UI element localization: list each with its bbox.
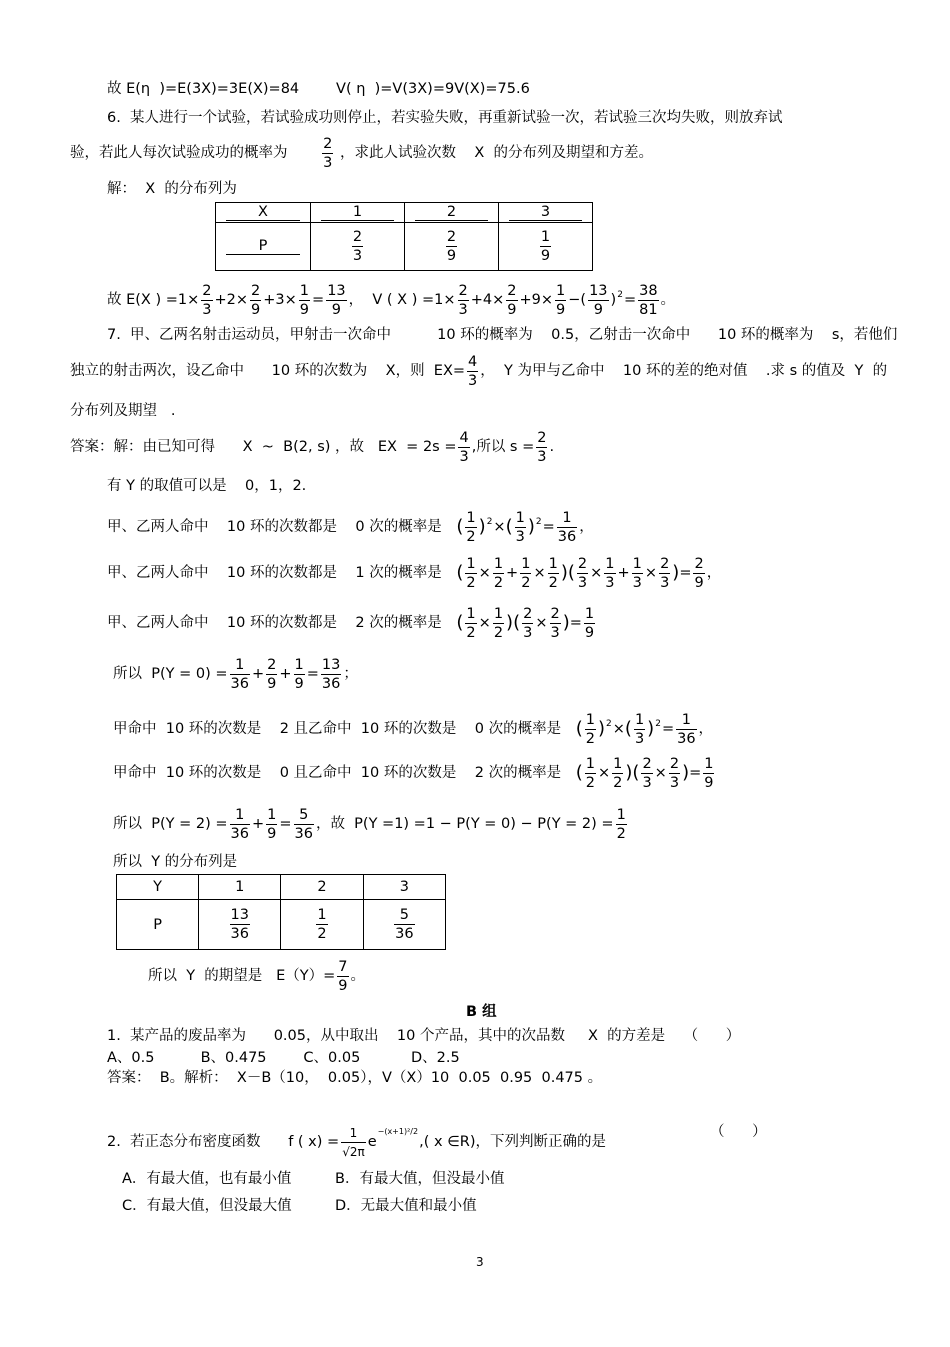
table-cell: $\frac{5}{36}$: [363, 900, 445, 950]
prob-a2-b0: 甲命中 10 环的次数是 2 且乙命中 10 环的次数是 0 次的概率是 ( $\frac{1}{2}$ )$^2$×( $\frac{1}{3}$ )$^2$= $\frac{1}{36}$ ，: [113, 711, 714, 747]
table-header-cell: Y: [117, 875, 199, 900]
question-b2: 2. 若正态分布密度函数 f ( x) = $\frac{1}{√2\pi}$ $e^{-(x+1)^2/2}$,( x ∈R)，下列判断正确的是: [107, 1125, 607, 1159]
table-header-cell: 2: [281, 875, 363, 900]
question-b2-paren: （ ）: [710, 1124, 767, 1140]
question-7-cont: 独立的射击两次，设乙命中 10 环的次数为 X，则 EX= $\frac{4}{3}$ ， Y 为甲与乙命中 10 环的差的绝对值 .求 s 的值及 Y 的: [70, 353, 888, 389]
table-cell: $\frac{2}{3}$: [310, 223, 404, 271]
page-number: 3: [476, 1255, 484, 1269]
dist-y-intro: 所以 Y 的分布列是: [113, 854, 238, 870]
answer-7: 答案：解：由已知可得 X ~ B(2, s) ，故 EX = 2s = $\frac{4}{3}$ ,所以 s = $\frac{2}{3}$ .: [70, 429, 555, 465]
prob-both-1: 甲、乙两人命中 10 环的次数都是 1 次的概率是 ( $\frac{1}{2}$ × $\frac{1}{2}$ + $\frac{1}{2}$ × $\frac{1}{2}$ )( $\frac{2}{3}$ × $\frac{1}{3}$ + $\frac{1}{3}$ × $\frac{2}{3}$ )= $\frac{2}{9}$ ，: [107, 555, 722, 591]
table-header-cell: 2: [404, 203, 498, 223]
table-cell: $\frac{2}{9}$: [404, 223, 498, 271]
expectation-variance-x: 故 E(X ) =1× $\frac{2}{3}$ +2× $\frac{2}{9}$ +3× $\frac{1}{9}$ = $\frac{13}{9}$ ， V ( X ) =1× $\frac{2}{3}$ +4× $\frac{2}{9}$ +9× $\frac{1}{9}$ −( $\frac{13}{9}$ )$^2$= $\frac{38}{81}$ 。: [107, 282, 676, 318]
option-d: D．无最大值和最小值: [335, 1198, 477, 1214]
solution-6: 解： X 的分布列为: [107, 181, 237, 197]
group-b-heading: B 组: [466, 1004, 497, 1020]
y-values: 有 Y 的取值可以是 0，1，2.: [107, 478, 307, 494]
table-row-label: P: [117, 900, 199, 950]
table-cell: $\frac{1}{9}$: [498, 223, 592, 271]
option-a: A．有最大值，也有最小值: [122, 1171, 292, 1187]
fraction: $\frac{2}{3}$: [323, 135, 333, 171]
table-header-cell: 1: [199, 875, 281, 900]
question-7: 7. 甲、乙两名射击运动员，甲射击一次命中 10 环的概率为 0.5，乙射击一次命中 10 环的概率为 s，若他们: [107, 327, 898, 343]
prob-both-0: 甲、乙两人命中 10 环的次数都是 0 次的概率是 ( $\frac{1}{2}$ )$^2$×( $\frac{1}{3}$ )$^2$= $\frac{1}{36}$ ，: [107, 509, 594, 545]
table-cell: $\frac{13}{36}$: [199, 900, 281, 950]
expectation-y: 所以 Y 的期望是 E（Y）= $\frac{7}{9}$ 。: [148, 958, 366, 994]
prob-y0: 所以 P(Y = 0) = $\frac{1}{36}$ + $\frac{2}{9}$ + $\frac{1}{9}$ = $\frac{13}{36}$ ；: [113, 656, 358, 692]
table-header-cell: 3: [363, 875, 445, 900]
question-b1: 1. 某产品的废品率为 0.05，从中取出 10 个产品，其中的次品数 X 的方差是 （ ）: [107, 1028, 741, 1044]
question-7-end: 分布列及期望 .: [70, 403, 176, 419]
question-6: 6. 某人进行一个试验，若试验成功则停止，若实验失败，再重新试验一次，若试验三次均失败，则放弃试: [107, 110, 783, 126]
table-cell: $\frac{1}{2}$: [281, 900, 363, 950]
table-header-cell: X: [216, 203, 311, 223]
table-row-label: P: [216, 223, 311, 271]
text-line: 故 E(η )=E(3X)=3E(X)=84 V( η )=V(3X)=9V(X)=75.6: [107, 81, 530, 97]
answer-b1: 答案： B。解析： X－B（10， 0.05），V（X）10 0.05 0.95 0.475 。: [107, 1070, 603, 1086]
distribution-table-x: [215, 202, 593, 271]
prob-both-2: 甲、乙两人命中 10 环的次数都是 2 次的概率是 ( $\frac{1}{2}$ × $\frac{1}{2}$ )( $\frac{2}{3}$ × $\frac{2}{3}$ )= $\frac{1}{9}$: [107, 605, 595, 641]
option-c: C．有最大值，但没最大值: [122, 1198, 292, 1214]
question-6-cont: 验，若此人每次试验成功的概率为 $\frac{2}{3}$ ，求此人试验次数 X 的分布列及期望和方差。: [70, 135, 654, 171]
option-b: B．有最大值，但没最小值: [335, 1171, 505, 1187]
distribution-table-y: [116, 874, 446, 950]
prob-y2: 所以 P(Y = 2) = $\frac{1}{36}$ + $\frac{1}{9}$ = $\frac{5}{36}$ ，故 P(Y =1) =1 − P(Y = 0) − P(Y = 2) = $\frac{1}{2}$: [113, 806, 626, 842]
table-header-cell: 1: [310, 203, 404, 223]
table-header-cell: 3: [498, 203, 592, 223]
question-b1-options: A、0.5 B、0.475 C、0.05 D、2.5: [107, 1050, 460, 1066]
prob-a0-b2: 甲命中 10 环的次数是 0 且乙命中 10 环的次数是 2 次的概率是 ( $\frac{1}{2}$ × $\frac{1}{2}$ )( $\frac{2}{3}$ × $\frac{2}{3}$ )= $\frac{1}{9}$: [113, 755, 714, 791]
